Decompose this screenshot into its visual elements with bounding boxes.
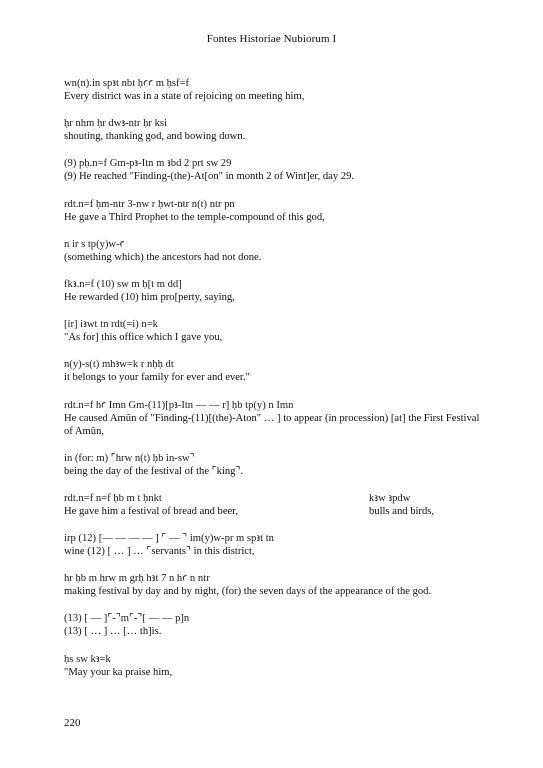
transliteration-line: ḥs sw kꜣ=k bbox=[64, 653, 111, 665]
running-header: Fontes Historiae Nubiorum I bbox=[206, 33, 337, 45]
text-block-11 bbox=[64, 492, 484, 518]
transliteration-line: [ir] iꜣwt tn rdt(=i) n=k bbox=[64, 319, 158, 331]
text-block-13 bbox=[64, 572, 484, 598]
page-number: 220 bbox=[64, 717, 81, 729]
transliteration-line: fkꜣ.n=f (10) sw m ḥ[t m dd] bbox=[64, 278, 182, 290]
text-block-4 bbox=[64, 198, 484, 224]
transliteration-line: (13) [ — ]⌜-⌝m⌜-⌝[ — — p]n bbox=[64, 613, 190, 625]
transliteration-line: rdt.n=f hꜥ Imn Gm-(11)[pꜣ-Itn — — r] ḥb tp(y) n Imn bbox=[64, 399, 294, 411]
translation-line: "As for] this office which I gave you, bbox=[64, 332, 223, 344]
text-block-6 bbox=[64, 278, 484, 304]
transliteration-line: n ir s tp(y)w-ꜥ bbox=[64, 238, 125, 250]
translation-line: wine (12) [ … ] … ⌜servants⌝ in this district, bbox=[64, 546, 255, 558]
translation-line: (13) [ … ] … [… th]is. bbox=[64, 626, 162, 638]
transliteration-line: ḥr nhm ḥr dwꜣ-ntr ḥr ksi bbox=[64, 118, 167, 130]
translation-line: Every district was in a state of rejoicing on meeting him, bbox=[64, 91, 305, 102]
transliteration-line: (9) pḥ.n=f Gm-pꜣ-Itn m ꜣbd 2 prt sw 29 bbox=[64, 158, 232, 170]
transliteration-line: in (for: m) ⌜hrw n(t) ḥb in-sw⌝ bbox=[64, 452, 195, 464]
transliteration-line: n(y)-s(t) mhꜣw=k r nḥḥ dt bbox=[64, 359, 174, 371]
page-body bbox=[64, 77, 484, 693]
translation-line: He gave him a festival of bread and beer, bbox=[64, 505, 239, 517]
text-block-5 bbox=[64, 238, 484, 264]
translation-line: being the day of the festival of the ⌜king⌝. bbox=[64, 465, 244, 477]
translation-line-right: bulls and birds, bbox=[369, 505, 435, 517]
translation-line: He caused Amûn of "Finding-(11)[(the)-Aton" … ] to appear (in procession) [at] the First Festival of Amûn, bbox=[64, 412, 480, 437]
translation-line: shouting, thanking god, and bowing down. bbox=[64, 131, 246, 143]
text-block-9 bbox=[64, 399, 484, 438]
text-block-3 bbox=[64, 157, 484, 183]
text-block-12 bbox=[64, 532, 484, 558]
translation-line: (something which) the ancestors had not done. bbox=[64, 251, 262, 263]
translation-line: "May your ka praise him, bbox=[64, 666, 173, 678]
translation-line: it belongs to your family for ever and ever." bbox=[64, 372, 250, 384]
text-block-1 bbox=[64, 77, 484, 103]
text-block-10 bbox=[64, 452, 484, 478]
transliteration-line-right: kꜣw ꜣpdw bbox=[369, 492, 411, 504]
transliteration-line: wn(n).in spꜣt nbt ḥꜥꜥ m ḥsf=f bbox=[64, 78, 190, 89]
text-block-7 bbox=[64, 318, 484, 344]
transliteration-line: rdt.n=f n=f ḥb m t ḥnkt bbox=[64, 492, 162, 504]
transliteration-line: hr ḥb m hrw m grḥ hꜣt 7 n hꜥ n ntr bbox=[64, 573, 210, 585]
transliteration-line: irp (12) [— — — — ] ⌜ — ⌝ im(y)w-pr m spꜣt tn bbox=[64, 533, 274, 545]
text-block-14 bbox=[64, 612, 484, 638]
translation-line: (9) He reached "Finding-(the)-At[on" in month 2 of Wint]er, day 29. bbox=[64, 171, 355, 183]
translation-line: He rewarded (10) him pro[perty, saying, bbox=[64, 291, 235, 303]
text-block-8 bbox=[64, 358, 484, 384]
translation-line: He gave a Third Prophet to the temple-compound of this god, bbox=[64, 211, 325, 223]
text-block-15 bbox=[64, 653, 484, 679]
translation-line: making festival by day and by night, (for) the seven days of the appearance of the god. bbox=[64, 586, 432, 598]
text-block-2 bbox=[64, 117, 484, 143]
transliteration-line: rdt.n=f ḥm-ntr 3-nw r ḥwt-ntr n(t) ntr pn bbox=[64, 198, 235, 210]
